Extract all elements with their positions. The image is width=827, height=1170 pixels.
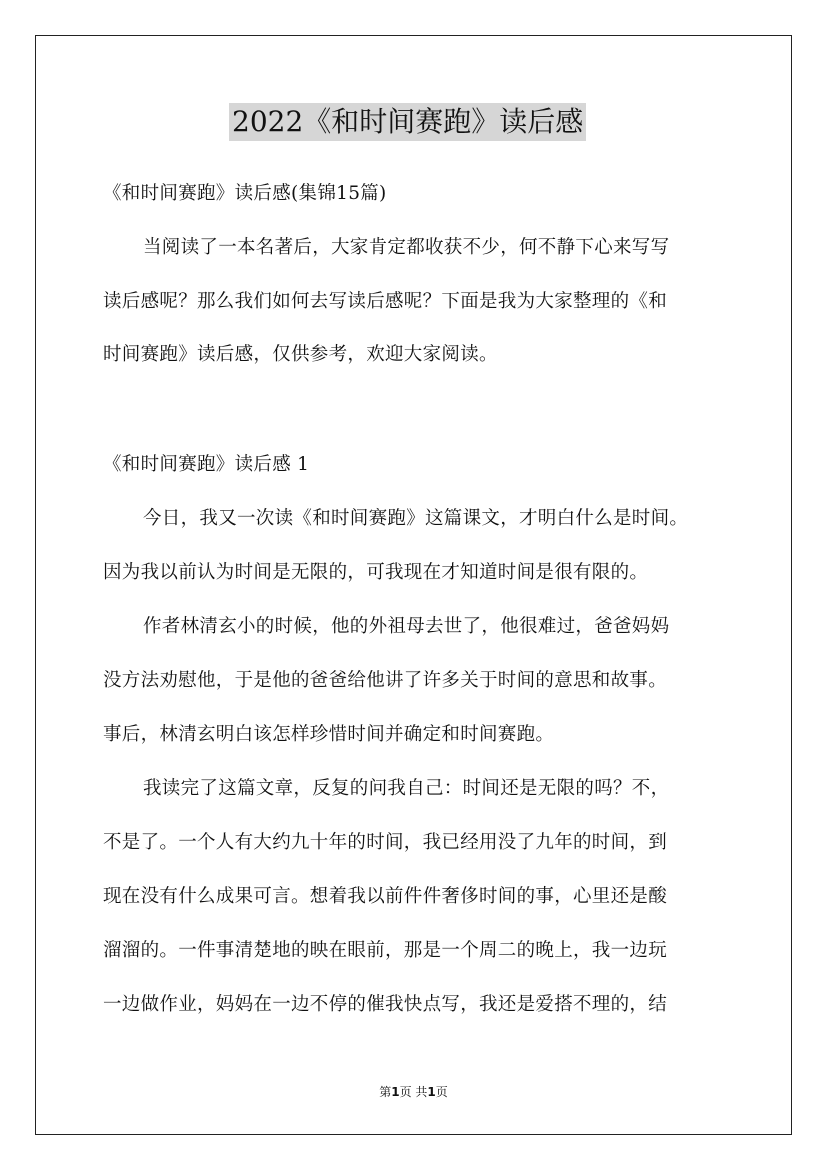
footer-total-pages: 1 [427, 1085, 436, 1099]
intro-line: 读后感呢？那么我们如何去写读后感呢？下面是我为大家整理的《和 [103, 291, 668, 312]
body-line: 我读完了这篇文章，反复的问我自己：时间还是无限的吗？不， [143, 778, 670, 799]
page-footer [0, 1083, 827, 1100]
body-line: 一边做作业，妈妈在一边不停的催我快点写，我还是爱搭不理的，结 [103, 994, 668, 1015]
body-line: 溜溜的。一件事清楚地的映在眼前，那是一个周二的晚上，我一边玩 [103, 940, 668, 961]
body-line: 现在没有什么成果可言。想着我以前件件奢侈时间的事，心里还是酸 [103, 886, 668, 907]
footer-prefix: 第 [379, 1085, 392, 1099]
footer-page-number: 1 [391, 1085, 400, 1099]
footer-suffix: 页 [435, 1085, 448, 1099]
section-heading: 《和时间赛跑》读后感 1 [103, 454, 310, 475]
body-line: 今日，我又一次读《和时间赛跑》这篇课文，才明白什么是时间。 [143, 508, 689, 529]
intro-line: 时间赛跑》读后感，仅供参考，欢迎大家阅读。 [103, 344, 498, 365]
body-line: 因为我以前认为时间是无限的，可我现在才知道时间是很有限的。 [103, 562, 649, 583]
document-title: 2022《和时间赛跑》读后感 [229, 103, 586, 141]
body-line: 没方法劝慰他，于是他的爸爸给他讲了许多关于时间的意思和故事。 [103, 670, 668, 691]
document-subtitle: 《和时间赛跑》读后感(集锦15篇) [103, 183, 387, 204]
intro-line: 当阅读了一本名著后，大家肯定都收获不少，何不静下心来写写 [143, 237, 670, 258]
body-line: 事后，林清玄明白该怎样珍惜时间并确定和时间赛跑。 [103, 724, 555, 745]
body-line: 作者林清玄小的时候，他的外祖母去世了，他很难过，爸爸妈妈 [143, 616, 670, 637]
footer-middle: 页 共 [399, 1085, 428, 1099]
body-line: 不是了。一个人有大约九十年的时间，我已经用没了九年的时间，到 [103, 832, 668, 853]
